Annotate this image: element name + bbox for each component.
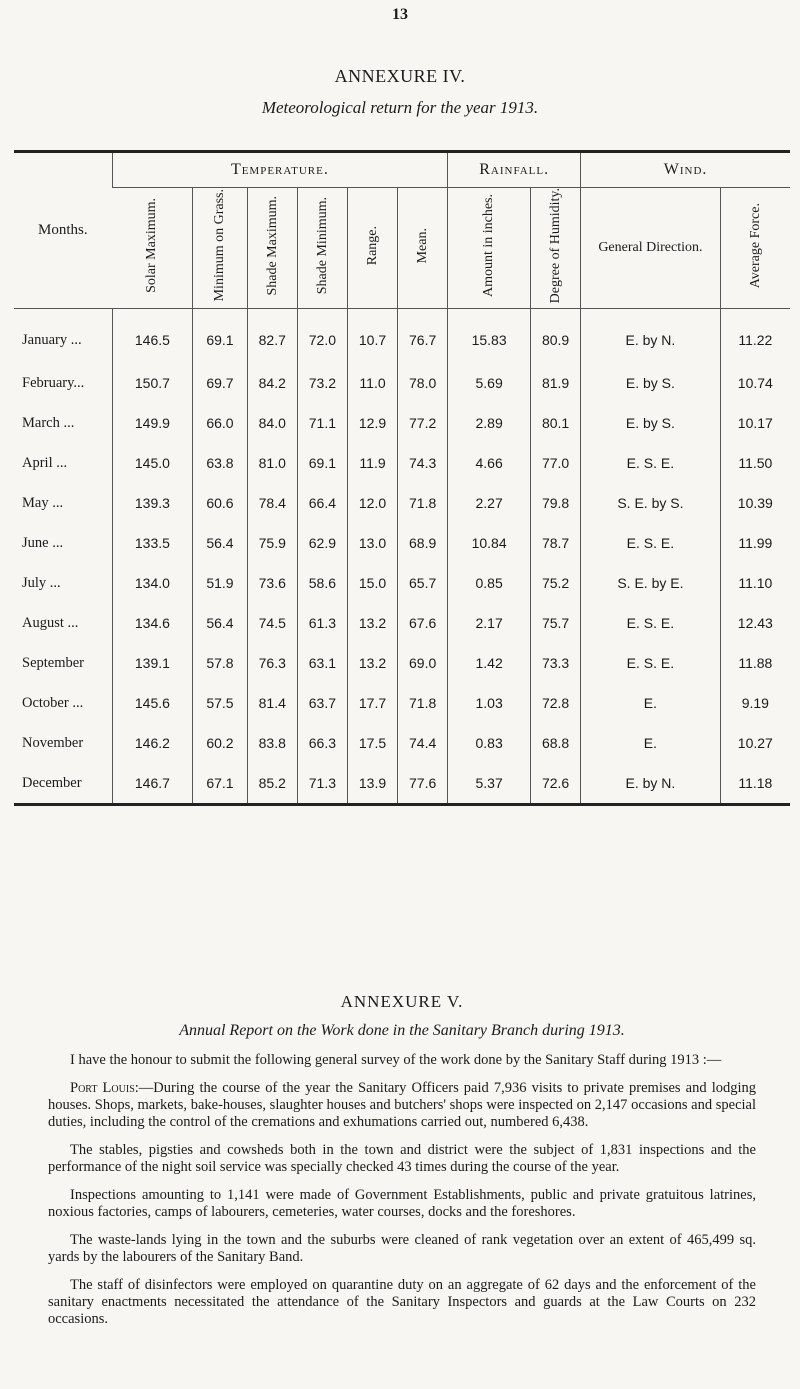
- cell-shade-max: 82.7: [247, 309, 297, 364]
- table-row: [14, 363, 790, 403]
- cell-shade-max: 73.6: [247, 563, 297, 603]
- cell-amount: 2.89: [448, 403, 531, 443]
- cell-amount: 0.83: [448, 723, 531, 763]
- rainfall-header: Rainfall.: [448, 152, 581, 188]
- cell-amount: 5.69: [448, 363, 531, 403]
- cell-amount: 10.84: [448, 523, 531, 563]
- table-row: [14, 603, 790, 643]
- table-caption: Meteorological return for the year 1913.: [261, 98, 539, 117]
- cell-direction: E. by S.: [581, 403, 721, 443]
- cell-solar-max: 139.3: [112, 483, 193, 523]
- cell-solar-max: 134.6: [112, 603, 193, 643]
- cell-mean: 71.8: [398, 683, 448, 723]
- cell-mean: 74.4: [398, 723, 448, 763]
- cell-range: 12.0: [347, 483, 397, 523]
- cell-shade-min: 61.3: [297, 603, 347, 643]
- intro-paragraph: I have the honour to submit the following general survey of the work done by the Sanitary Staff during 1913 :—: [70, 1052, 722, 1068]
- col-shade-max: Shade Maximum.: [247, 188, 297, 309]
- paragraph-3: Inspections amounting to 1,141 were made of Government Establishments, public and private gratuitous latrines, noxious factories, camps of labourers, cemeteries, water courses, docks and the foreshores.: [48, 1187, 756, 1220]
- cell-month: December: [22, 774, 82, 791]
- cell-range: 13.2: [347, 643, 397, 683]
- cell-month: June ...: [22, 534, 64, 551]
- cell-force: 10.27: [720, 723, 790, 763]
- cell-amount: 2.17: [448, 603, 531, 643]
- cell-range: 13.9: [347, 763, 397, 805]
- cell-min-grass: 56.4: [193, 603, 247, 643]
- cell-month: October ...: [22, 694, 84, 711]
- cell-shade-max: 85.2: [247, 763, 297, 805]
- cell-humidity: 75.7: [531, 603, 581, 643]
- cell-humidity: 80.1: [531, 403, 581, 443]
- cell-humidity: 77.0: [531, 443, 581, 483]
- cell-month: March ...: [22, 414, 75, 431]
- cell-mean: 69.0: [398, 643, 448, 683]
- table-row: [14, 643, 790, 683]
- cell-shade-max: 76.3: [247, 643, 297, 683]
- cell-shade-min: 69.1: [297, 443, 347, 483]
- cell-shade-min: 71.1: [297, 403, 347, 443]
- cell-month: September: [22, 654, 85, 671]
- cell-mean: 78.0: [398, 363, 448, 403]
- cell-range: 11.0: [347, 363, 397, 403]
- cell-force: 11.18: [720, 763, 790, 805]
- cell-shade-max: 84.2: [247, 363, 297, 403]
- table-row: [14, 723, 790, 763]
- page-number: 13: [392, 6, 408, 23]
- col-shade-min: Shade Minimum.: [297, 188, 347, 309]
- cell-force: 11.50: [720, 443, 790, 483]
- cell-shade-max: 81.0: [247, 443, 297, 483]
- cell-force: 10.74: [720, 363, 790, 403]
- col-direction: General Direction.: [581, 188, 721, 309]
- table-row: [14, 683, 790, 723]
- temperature-header: Temperature.: [112, 152, 448, 188]
- cell-shade-max: 75.9: [247, 523, 297, 563]
- cell-humidity: 80.9: [531, 309, 581, 364]
- annexure-v-subtitle: Annual Report on the Work done in the Sanitary Branch during 1913.: [179, 1022, 625, 1039]
- paragraph-4: The waste-lands lying in the town and the suburbs were cleaned of rank vegetation over an extent of 465,499 sq. yards by the labourers of the Sanitary Band.: [48, 1232, 756, 1265]
- cell-force: 10.39: [720, 483, 790, 523]
- paragraph-5: The staff of disinfectors were employed on quarantine duty on an aggregate of 62 days and the enforcement of the sanitary enactments necessitated the attendance of the Sanitary Inspectors and guards at the Law Courts on 232 occasions.: [48, 1277, 756, 1327]
- cell-humidity: 81.9: [531, 363, 581, 403]
- cell-solar-max: 149.9: [112, 403, 193, 443]
- wind-header: Wind.: [581, 152, 790, 188]
- cell-solar-max: 145.6: [112, 683, 193, 723]
- months-header: Months.: [14, 152, 112, 309]
- cell-shade-max: 83.8: [247, 723, 297, 763]
- cell-amount: 4.66: [448, 443, 531, 483]
- cell-solar-max: 145.0: [112, 443, 193, 483]
- annexure-v-title: ANNEXURE V.: [340, 992, 464, 1011]
- cell-solar-max: 146.5: [112, 309, 193, 364]
- cell-shade-max: 81.4: [247, 683, 297, 723]
- cell-range: 13.2: [347, 603, 397, 643]
- cell-min-grass: 69.1: [193, 309, 247, 364]
- annexure-iv-title: ANNEXURE IV.: [334, 66, 466, 86]
- table-row: [14, 309, 790, 364]
- cell-month: April ...: [22, 454, 68, 471]
- col-force: Average Force.: [720, 188, 790, 309]
- cell-min-grass: 66.0: [193, 403, 247, 443]
- table-row: [14, 443, 790, 483]
- cell-shade-min: 66.4: [297, 483, 347, 523]
- cell-month: May ...: [22, 494, 64, 511]
- cell-shade-min: 58.6: [297, 563, 347, 603]
- cell-direction: E.: [581, 723, 721, 763]
- paragraph-2: The stables, pigsties and cowsheds both in the town and district were the subject of 1,831 inspections and the performance of the night soil service was specially checked 43 times during the course of the year.: [48, 1142, 756, 1175]
- paragraph-port-louis: [48, 1080, 756, 1131]
- cell-shade-min: 62.9: [297, 523, 347, 563]
- cell-solar-max: 146.7: [112, 763, 193, 805]
- cell-humidity: 79.8: [531, 483, 581, 523]
- table-row: [14, 483, 790, 523]
- cell-min-grass: 51.9: [193, 563, 247, 603]
- meteorological-table: [14, 150, 790, 806]
- cell-shade-min: 71.3: [297, 763, 347, 805]
- cell-amount: 2.27: [448, 483, 531, 523]
- cell-force: 11.10: [720, 563, 790, 603]
- cell-month: August ...: [22, 614, 79, 631]
- cell-direction: E. S. E.: [581, 603, 721, 643]
- report-body: [48, 1052, 756, 1339]
- cell-force: 11.88: [720, 643, 790, 683]
- cell-humidity: 73.3: [531, 643, 581, 683]
- cell-direction: E. S. E.: [581, 643, 721, 683]
- cell-range: 15.0: [347, 563, 397, 603]
- cell-min-grass: 60.2: [193, 723, 247, 763]
- cell-min-grass: 57.8: [193, 643, 247, 683]
- cell-min-grass: 60.6: [193, 483, 247, 523]
- cell-amount: 0.85: [448, 563, 531, 603]
- table-row: [14, 763, 790, 805]
- cell-min-grass: 57.5: [193, 683, 247, 723]
- cell-shade-max: 74.5: [247, 603, 297, 643]
- cell-direction: E. S. E.: [581, 443, 721, 483]
- cell-mean: 67.6: [398, 603, 448, 643]
- cell-direction: E. by S.: [581, 363, 721, 403]
- cell-mean: 77.6: [398, 763, 448, 805]
- col-mean: Mean.: [398, 188, 448, 309]
- cell-mean: 68.9: [398, 523, 448, 563]
- cell-shade-max: 78.4: [247, 483, 297, 523]
- cell-range: 12.9: [347, 403, 397, 443]
- cell-humidity: 72.8: [531, 683, 581, 723]
- col-min-grass: Minimum on Grass.: [193, 188, 247, 309]
- cell-mean: 76.7: [398, 309, 448, 364]
- col-range: Range.: [347, 188, 397, 309]
- cell-direction: E.: [581, 683, 721, 723]
- cell-mean: 74.3: [398, 443, 448, 483]
- cell-solar-max: 133.5: [112, 523, 193, 563]
- cell-force: 10.17: [720, 403, 790, 443]
- cell-humidity: 72.6: [531, 763, 581, 805]
- cell-humidity: 78.7: [531, 523, 581, 563]
- table-row: [14, 523, 790, 563]
- cell-solar-max: 150.7: [112, 363, 193, 403]
- cell-range: 13.0: [347, 523, 397, 563]
- cell-range: 17.5: [347, 723, 397, 763]
- cell-force: 11.99: [720, 523, 790, 563]
- cell-min-grass: 67.1: [193, 763, 247, 805]
- cell-month: November: [22, 734, 84, 751]
- cell-amount: 1.03: [448, 683, 531, 723]
- cell-shade-min: 63.7: [297, 683, 347, 723]
- port-louis-label: Port Louis: [70, 1080, 135, 1096]
- cell-min-grass: 56.4: [193, 523, 247, 563]
- cell-solar-max: 146.2: [112, 723, 193, 763]
- cell-shade-max: 84.0: [247, 403, 297, 443]
- cell-humidity: 68.8: [531, 723, 581, 763]
- cell-shade-min: 66.3: [297, 723, 347, 763]
- cell-force: 11.22: [720, 309, 790, 364]
- cell-humidity: 75.2: [531, 563, 581, 603]
- col-solar-max: Solar Maximum.: [112, 188, 193, 309]
- table-row: [14, 563, 790, 603]
- cell-min-grass: 69.7: [193, 363, 247, 403]
- table-row: [14, 403, 790, 443]
- cell-shade-min: 73.2: [297, 363, 347, 403]
- cell-direction: S. E. by E.: [581, 563, 721, 603]
- cell-solar-max: 139.1: [112, 643, 193, 683]
- cell-mean: 65.7: [398, 563, 448, 603]
- cell-mean: 71.8: [398, 483, 448, 523]
- cell-shade-min: 72.0: [297, 309, 347, 364]
- table-body: [14, 309, 790, 805]
- cell-month: February...: [22, 374, 85, 391]
- cell-direction: E. by N.: [581, 763, 721, 805]
- cell-min-grass: 63.8: [193, 443, 247, 483]
- cell-force: 9.19: [720, 683, 790, 723]
- col-amount: Amount in inches.: [448, 188, 531, 309]
- cell-solar-max: 134.0: [112, 563, 193, 603]
- cell-direction: E. S. E.: [581, 523, 721, 563]
- cell-range: 10.7: [347, 309, 397, 364]
- cell-shade-min: 63.1: [297, 643, 347, 683]
- col-humidity: Degree of Humidity.: [531, 188, 581, 309]
- cell-direction: S. E. by S.: [581, 483, 721, 523]
- cell-amount: 15.83: [448, 309, 531, 364]
- cell-month: July ...: [22, 574, 61, 591]
- cell-force: 12.43: [720, 603, 790, 643]
- cell-direction: E. by N.: [581, 309, 721, 364]
- cell-amount: 5.37: [448, 763, 531, 805]
- cell-range: 17.7: [347, 683, 397, 723]
- cell-amount: 1.42: [448, 643, 531, 683]
- cell-range: 11.9: [347, 443, 397, 483]
- paragraph-1-text: :—During the course of the year the Sanitary Officers paid 7,936 visits to private premises and lodging houses. Shops, markets, bake-houses, slaughter houses and butchers' shops were inspected on 2,147 occasions and special duties, including the control of the cremations and exhumations carried out, numbered 6,438.: [48, 1080, 757, 1130]
- cell-month: January ...: [22, 331, 82, 348]
- cell-mean: 77.2: [398, 403, 448, 443]
